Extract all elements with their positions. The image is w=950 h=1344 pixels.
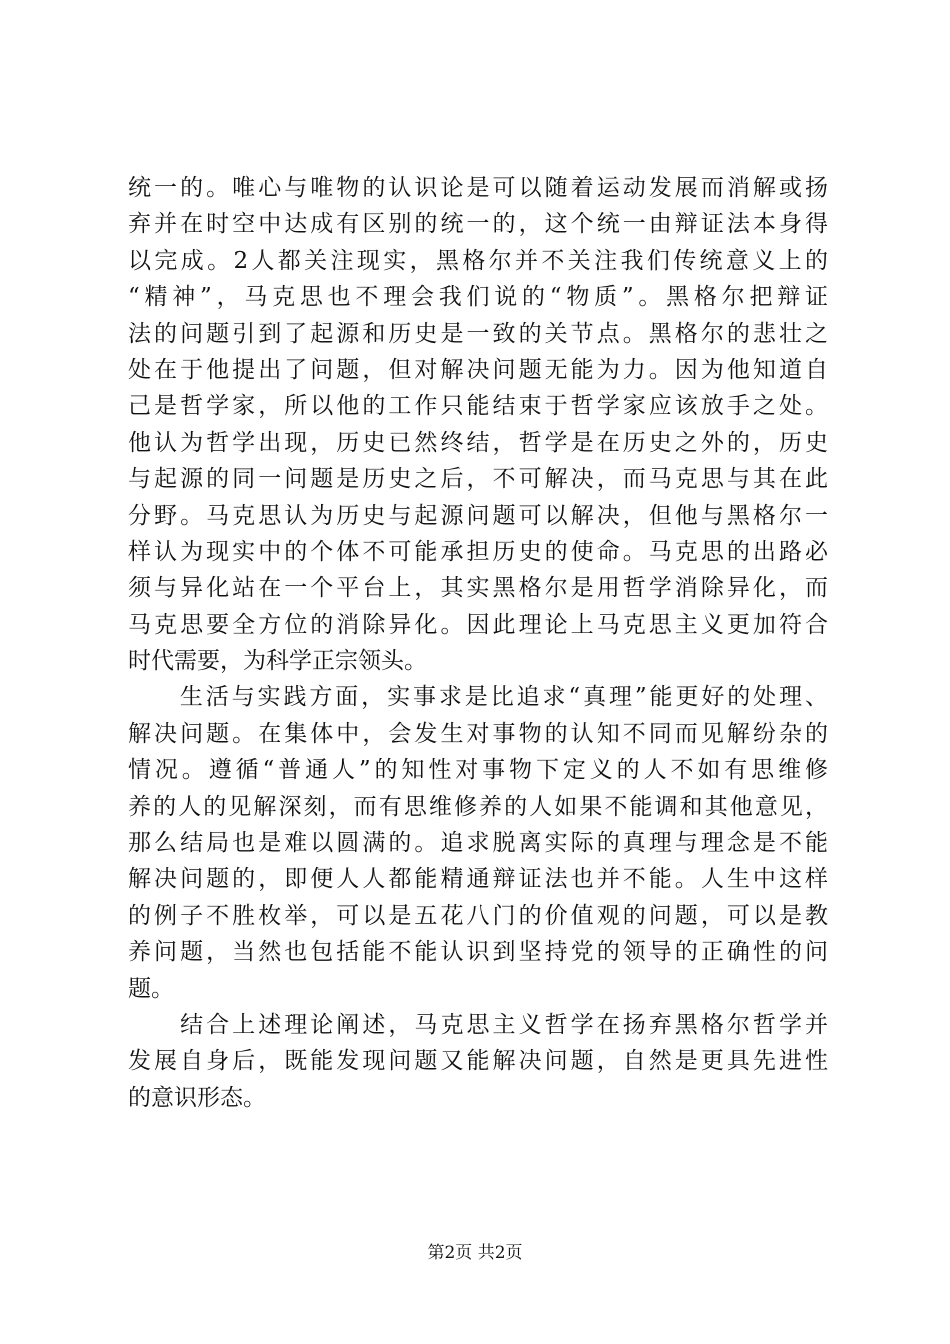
paragraph-2	[128, 679, 828, 1007]
text-line: 处在于他提出了问题，但对解决问题无能为力。因为他知道自	[128, 356, 828, 383]
text-line: 的意识形态。	[128, 1084, 266, 1111]
text-line: 须与异化站在一个平台上，其实黑格尔是用哲学消除异化，而	[128, 575, 828, 602]
text-line: 法的问题引到了起源和历史是一致的关节点。黑格尔的悲壮之	[128, 320, 828, 347]
document-body	[128, 170, 828, 1116]
text-line: 与起源的同一问题是历史之后，不可解决，而马克思与其在此	[128, 466, 828, 493]
text-line: 的例子不胜枚举，可以是五花八门的价值观的问题，可以是教	[128, 902, 828, 929]
text-line: “精神”，马克思也不理会我们说的“物质”。黑格尔把辩证	[128, 284, 828, 311]
text-line: 样认为现实中的个体不可能承担历史的使命。马克思的出路必	[128, 538, 828, 565]
text-line: 发展自身后，既能发现问题又能解决问题，自然是更具先进性	[128, 1048, 828, 1075]
text-line: 以完成。2人都关注现实，黑格尔并不关注我们传统意义上的	[128, 247, 828, 274]
text-line: 养问题，当然也包括能不能认识到坚持党的领导的正确性的问	[128, 939, 828, 966]
page-footer	[0, 1241, 950, 1265]
page-number: 第2页 共2页	[427, 1243, 523, 1263]
text-line: 时代需要，为科学正宗领头。	[128, 648, 427, 675]
text-line: 解决问题的，即便人人都能精通辩证法也并不能。人生中这样	[128, 866, 828, 893]
text-line: 分野。马克思认为历史与起源问题可以解决，但他与黑格尔一	[128, 502, 828, 529]
paragraph-3	[128, 1007, 828, 1116]
text-line: 情况。遵循“普通人”的知性对事物下定义的人不如有思维修	[128, 757, 828, 784]
text-line: 那么结局也是难以圆满的。追求脱离实际的真理与理念是不能	[128, 830, 828, 857]
text-line: 统一的。唯心与唯物的认识论是可以随着运动发展而消解或扬	[128, 175, 828, 201]
text-line: 弃并在时空中达成有区别的统一的，这个统一由辩证法本身得	[128, 211, 828, 238]
text-line: 马克思要全方位的消除异化。因此理论上马克思主义更加符合	[128, 611, 828, 638]
paragraph-1	[128, 170, 828, 679]
text-line: 生活与实践方面，实事求是比追求“真理”能更好的处理、	[128, 684, 828, 711]
text-line: 题。	[128, 975, 174, 1002]
text-line: 结合上述理论阐述，马克思主义哲学在扬弃黑格尔哲学并	[128, 1011, 828, 1038]
text-line: 解决问题。在集体中，会发生对事物的认知不同而见解纷杂的	[128, 720, 828, 747]
text-line: 己是哲学家，所以他的工作只能结束于哲学家应该放手之处。	[128, 393, 828, 420]
text-line: 养的人的见解深刻，而有思维修养的人如果不能调和其他意见，	[128, 793, 828, 820]
text-line: 他认为哲学出现，历史已然终结，哲学是在历史之外的，历史	[128, 429, 828, 456]
